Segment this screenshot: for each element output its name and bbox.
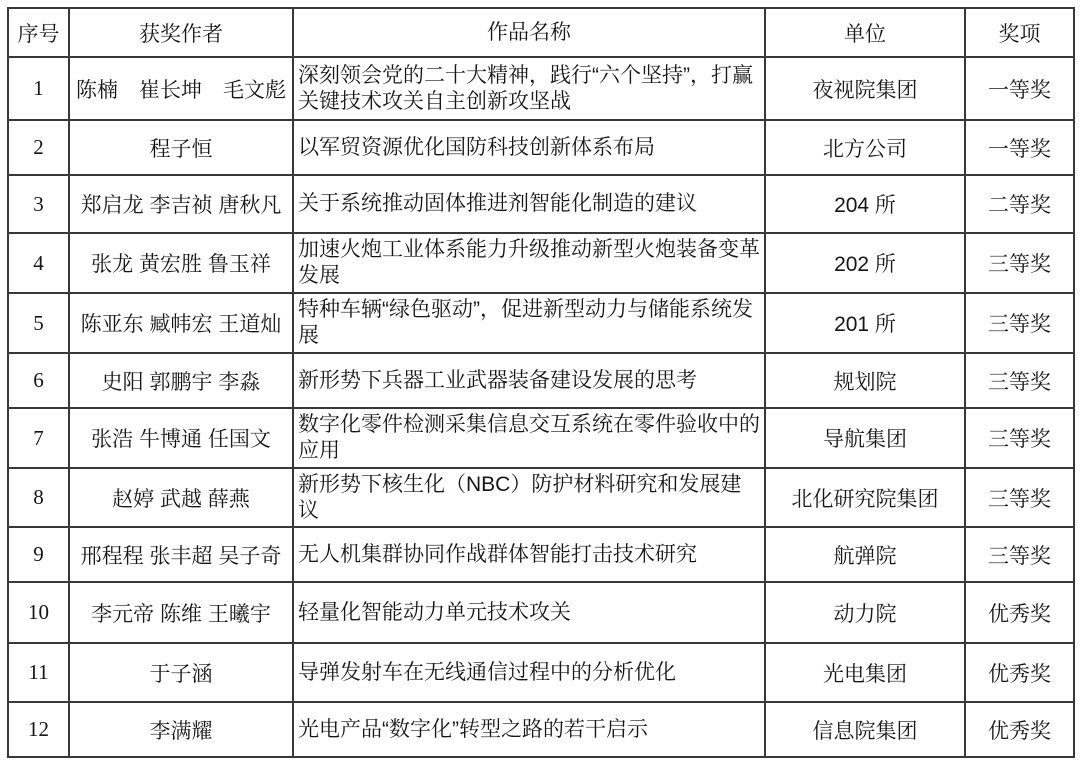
- header-cell-unit: 单位: [765, 8, 965, 57]
- header-cell-serial: 序号: [8, 8, 69, 57]
- cell-title: 特种车辆“绿色驱动”，促进新型动力与储能系统发展: [293, 293, 765, 353]
- cell-unit: 202 所: [765, 233, 965, 293]
- table-row: [8, 468, 1074, 527]
- cell-title: 无人机集群协同作战群体智能打击技术研究: [293, 527, 765, 582]
- table-row: [8, 57, 1074, 120]
- cell-title: 轻量化智能动力单元技术攻关: [293, 582, 765, 643]
- cell-award: 一等奖: [965, 120, 1074, 175]
- cell-title: 加速火炮工业体系能力升级推动新型火炮装备变革发展: [293, 233, 765, 293]
- cell-award: 三等奖: [965, 233, 1074, 293]
- table-row: [8, 702, 1074, 757]
- cell-authors: 赵婷 武越 薛燕: [69, 468, 293, 527]
- cell-title: 以军贸资源优化国防科技创新体系布局: [293, 120, 765, 175]
- cell-unit: 航弹院: [765, 527, 965, 582]
- header-cell-authors: 获奖作者: [69, 8, 293, 57]
- cell-unit: 北化研究院集团: [765, 468, 965, 527]
- cell-serial: 3: [8, 175, 69, 233]
- cell-unit: 夜视院集团: [765, 57, 965, 120]
- cell-award: 优秀奖: [965, 582, 1074, 643]
- cell-authors: 郑启龙 李吉祯 唐秋凡: [69, 175, 293, 233]
- cell-title: 光电产品“数字化”转型之路的若干启示: [293, 702, 765, 757]
- table-body: [8, 57, 1074, 757]
- cell-unit: 北方公司: [765, 120, 965, 175]
- cell-serial: 1: [8, 57, 69, 120]
- cell-authors: 张浩 牛博通 任国文: [69, 408, 293, 468]
- cell-unit: 动力院: [765, 582, 965, 643]
- cell-authors: 李满耀: [69, 702, 293, 757]
- table-row: [8, 527, 1074, 582]
- cell-authors: 李元帝 陈维 王曦宇: [69, 582, 293, 643]
- cell-award: 三等奖: [965, 527, 1074, 582]
- table-row: [8, 293, 1074, 353]
- cell-unit: 导航集团: [765, 408, 965, 468]
- cell-authors: 邢程程 张丰超 吴子奇: [69, 527, 293, 582]
- header-cell-award: 奖项: [965, 8, 1074, 57]
- table-row: [8, 643, 1074, 702]
- cell-title: 新形势下兵器工业武器装备建设发展的思考: [293, 353, 765, 408]
- cell-award: 三等奖: [965, 468, 1074, 527]
- cell-authors: 于子涵: [69, 643, 293, 702]
- cell-award: 优秀奖: [965, 643, 1074, 702]
- cell-serial: 6: [8, 353, 69, 408]
- table-row: [8, 353, 1074, 408]
- cell-authors: 史阳 郭鹏宇 李淼: [69, 353, 293, 408]
- cell-title: 数字化零件检测采集信息交互系统在零件验收中的应用: [293, 408, 765, 468]
- table-row: [8, 408, 1074, 468]
- cell-title: 深刻领会党的二十大精神，践行“六个坚持”，打赢关键技术攻关自主创新攻坚战: [293, 57, 765, 120]
- cell-award: 三等奖: [965, 293, 1074, 353]
- cell-award: 三等奖: [965, 353, 1074, 408]
- cell-serial: 11: [8, 643, 69, 702]
- cell-unit: 光电集团: [765, 643, 965, 702]
- award-table: [7, 7, 1075, 758]
- table-row: [8, 120, 1074, 175]
- cell-award: 一等奖: [965, 57, 1074, 120]
- cell-unit: 204 所: [765, 175, 965, 233]
- cell-title: 导弹发射车在无线通信过程中的分析优化: [293, 643, 765, 702]
- table-row: [8, 233, 1074, 293]
- cell-serial: 12: [8, 702, 69, 757]
- cell-authors: 陈楠 崔长坤 毛文彪: [69, 57, 293, 120]
- cell-award: 二等奖: [965, 175, 1074, 233]
- table-row: [8, 175, 1074, 233]
- header-cell-title: 作品名称: [293, 8, 765, 57]
- cell-title: 新形势下核生化（NBC）防护材料研究和发展建议: [293, 468, 765, 527]
- cell-serial: 10: [8, 582, 69, 643]
- cell-authors: 陈亚东 臧帏宏 王道灿: [69, 293, 293, 353]
- cell-award: 优秀奖: [965, 702, 1074, 757]
- header-row: [8, 8, 1074, 57]
- cell-serial: 8: [8, 468, 69, 527]
- cell-serial: 4: [8, 233, 69, 293]
- cell-title: 关于系统推动固体推进剂智能化制造的建议: [293, 175, 765, 233]
- cell-award: 三等奖: [965, 408, 1074, 468]
- cell-authors: 程子恒: [69, 120, 293, 175]
- cell-unit: 201 所: [765, 293, 965, 353]
- cell-serial: 2: [8, 120, 69, 175]
- cell-unit: 信息院集团: [765, 702, 965, 757]
- cell-serial: 7: [8, 408, 69, 468]
- cell-serial: 5: [8, 293, 69, 353]
- cell-unit: 规划院: [765, 353, 965, 408]
- cell-authors: 张龙 黄宏胜 鲁玉祥: [69, 233, 293, 293]
- table-row: [8, 582, 1074, 643]
- cell-serial: 9: [8, 527, 69, 582]
